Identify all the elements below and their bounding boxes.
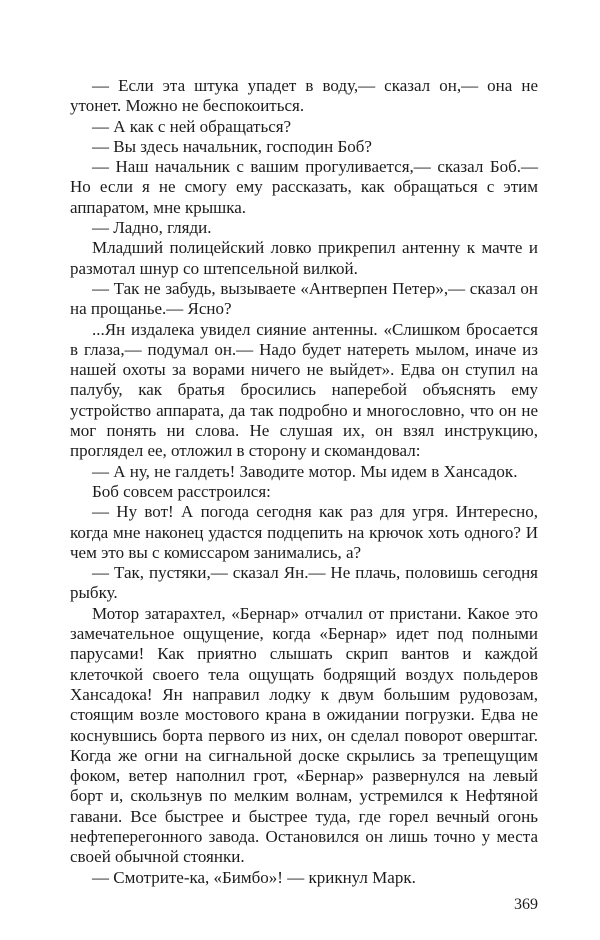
paragraph-8: ...Ян издалека увидел сияние антенны. «Слишком бросается в глаза,— подумал он.— Надо будет натереть мылом, иначе из нашей охоты за ворами ничего не выйдет». Едва он ступил на палубу, как братья бросились наперебой объяснять ему устройство аппарата, да так подробно и многословно, что он не мог понять ни слова. Не слушая их, он взял инструкцию, проглядел ее, отложил в сторону и скомандовал: bbox=[70, 319, 538, 461]
page-number: 369 bbox=[514, 896, 538, 913]
paragraph-2: — А как с ней обращаться? bbox=[92, 116, 292, 136]
paragraph-7: — Так не забудь, вызываете «Антверпен Петер»,— сказал он на прощанье.— Ясно? bbox=[70, 278, 538, 319]
paragraph-4: — Наш начальник с вашим прогуливается,— сказал Боб.— Но если я не смогу ему рассказать, как обращаться с этим аппаратом, мне крышка. bbox=[70, 157, 538, 217]
paragraph-10: Боб совсем расстроился: bbox=[92, 481, 271, 501]
paragraph-12: — Так, пустяки,— сказал Ян.— Не плачь, половишь сегодня рыбку. bbox=[70, 563, 538, 603]
paragraph-9: — А ну, не галдеть! Заводите мотор. Мы идем в Хансадок. bbox=[92, 461, 518, 481]
paragraph-3: — Вы здесь начальник, господин Боб? bbox=[92, 136, 372, 156]
page-body bbox=[70, 76, 538, 888]
paragraph-5: — Ладно, гляди. bbox=[92, 218, 212, 238]
paragraph-11: — Ну вот! А погода сегодня как раз для угря. Интересно, когда мне наконец удастся подцепить на крючок хоть одного? И чем это вы с комиссаром занимались, а? bbox=[70, 502, 538, 562]
paragraph-1: — Если эта штука упадет в воду,— сказал он,— она не утонет. Можно не беспокоиться. bbox=[70, 76, 538, 116]
paragraph-6: Младший полицейский ловко прикрепил антенну к мачте и размотал шнур со штепсельной вилкой. bbox=[70, 238, 538, 278]
paragraph-14: — Смотрите-ка, «Бимбо»! — крикнул Марк. bbox=[92, 867, 416, 887]
paragraph-13: Мотор затарахтел, «Бернар» отчалил от пристани. Какое это замечательное ощущение, когда «Бернар» идет под полными парусами! Как приятно слышать скрип вантов и каждой клеточкой своего тела ощущать бодрящий воздух польдеров Хансадока! Ян направил лодку к двум большим рудовозам, стоящим возле мостового крана в ожидании погрузки. Едва не коснувшись борта первого из них, он сделал поворот оверштаг. Когда же огни на сигнальной доске скрылись за трепещущим фоком, ветер наполнил грот, «Бернар» развернулся на левый борт и, скользнув по мелким волнам, устремился к Нефтяной гавани. Все быстрее и быстрее туда, где горел вечный огонь нефтеперегонного завода. Остановился он лишь точно у места своей обычной стоянки. bbox=[70, 603, 538, 867]
